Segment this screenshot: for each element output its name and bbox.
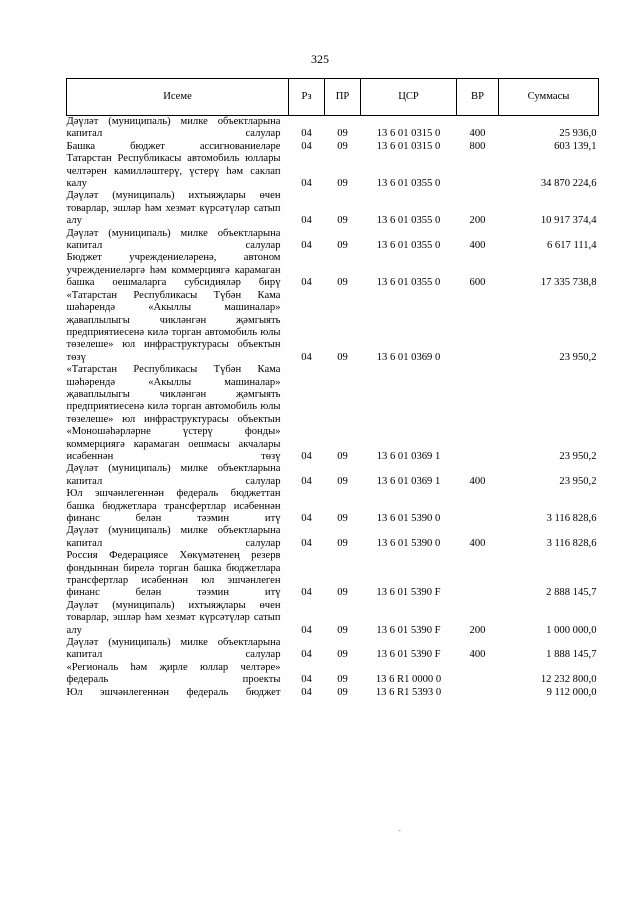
- table-row: [67, 290, 599, 364]
- row-csr: 13 6 01 0315 0: [376, 128, 441, 140]
- row-pr: 09: [337, 277, 348, 289]
- row-rz: 04: [301, 674, 312, 686]
- row-rz: 04: [301, 513, 312, 524]
- header-sum: Суммасы: [499, 79, 599, 116]
- row-sum: 17 335 738,8: [540, 277, 597, 289]
- row-rz: 04: [301, 240, 312, 252]
- row-vr: 200: [469, 624, 486, 636]
- header-pr: ПР: [325, 79, 361, 116]
- row-vr: [457, 290, 499, 364]
- row-pr: 09: [337, 674, 348, 686]
- row-name: Дәүләт (муниципаль) милке объектларына капитал салулар: [66, 227, 281, 252]
- table-row: [67, 488, 599, 525]
- row-name: Башка бюджет ассигнованиеләре: [66, 140, 281, 152]
- budget-table: [66, 78, 599, 699]
- row-sum: 1 000 000,0: [546, 624, 597, 636]
- table-row: [67, 116, 599, 141]
- row-csr: 13 6 01 0315 0: [376, 140, 441, 152]
- row-vr: 400: [469, 475, 486, 487]
- row-name: Дәүләт (муниципаль) ихтыяҗлары өчен товарлар, эшләр һәм хезмәт күрсәтүләр сатып алу: [66, 599, 281, 636]
- row-rz: 04: [301, 475, 312, 487]
- row-pr: 09: [337, 537, 348, 549]
- row-pr: 09: [337, 140, 348, 152]
- row-sum: 1 888 145,7: [546, 649, 597, 661]
- row-rz: 04: [301, 277, 312, 289]
- header-rz: Рз: [289, 79, 325, 116]
- row-vr: [457, 153, 499, 190]
- row-name: Дәүләт (муниципаль) милке объектларына капитал салулар: [66, 463, 281, 487]
- table-header-row: [67, 79, 599, 116]
- row-rz: 04: [301, 686, 312, 698]
- row-sum: 2 888 145,7: [546, 587, 597, 599]
- row-name: Дәүләт (муниципаль) милке объектларына капитал салулар: [66, 637, 281, 661]
- row-pr: 09: [337, 686, 348, 698]
- table-row: [67, 662, 599, 687]
- header-csr: ЦСР: [361, 79, 457, 116]
- scan-mark: -: [398, 826, 401, 835]
- row-rz: 04: [301, 587, 312, 599]
- row-pr: 09: [337, 513, 348, 524]
- row-csr: 13 6 01 5390 0: [376, 537, 441, 549]
- row-rz: 04: [301, 624, 312, 636]
- row-csr: 13 6 01 0355 0: [376, 178, 441, 190]
- row-rz: 04: [301, 649, 312, 661]
- row-vr: 400: [469, 537, 486, 549]
- row-sum: 6 617 111,4: [546, 240, 597, 252]
- header-name: Исеме: [67, 79, 289, 116]
- row-name: «Региональ һәм җирле юллар челтәре» федераль проекты: [66, 661, 281, 686]
- row-name: Дәүләт (муниципаль) ихтыяҗлары өчен товарлар, эшләр һәм хезмәт күрсәтүләр сатып алу: [66, 190, 281, 227]
- row-name: Дәүләт (муниципаль) милке объектларына капитал салулар: [66, 116, 281, 140]
- table-row: [67, 252, 599, 289]
- header-vr: ВР: [457, 79, 499, 116]
- table-row: [67, 141, 599, 153]
- table-row: [67, 525, 599, 550]
- row-pr: 09: [337, 178, 348, 190]
- row-csr: 13 6 01 5390 0: [376, 513, 441, 524]
- row-pr: 09: [337, 351, 348, 363]
- row-sum: 603 139,1: [554, 140, 597, 152]
- row-sum: 34 870 224,6: [540, 178, 597, 190]
- page-number: 325: [311, 52, 329, 66]
- row-csr: 13 6 01 5390 F: [376, 649, 441, 661]
- row-name: Бюджет учреждениеләренә, автоном учреждениеләргә һәм коммерциягә карамаган башка оешмаларга субсидияләр бирү: [66, 252, 281, 289]
- row-rz: 04: [301, 450, 312, 462]
- row-name: Дәүләт (муниципаль) милке объектларына капитал салулар: [66, 525, 281, 549]
- row-rz: 04: [301, 351, 312, 363]
- row-rz: 04: [301, 140, 312, 152]
- table-row: [67, 637, 599, 662]
- table-row: [67, 550, 599, 600]
- row-pr: 09: [337, 587, 348, 599]
- row-csr: 13 6 01 0355 0: [376, 215, 441, 227]
- row-pr: 09: [337, 240, 348, 252]
- row-rz: 04: [301, 537, 312, 549]
- row-pr: 09: [337, 649, 348, 661]
- row-sum: 10 917 374,4: [540, 215, 597, 227]
- row-csr: 13 6 R1 5393 0: [375, 686, 442, 698]
- row-vr: [457, 687, 499, 699]
- row-vr: [457, 662, 499, 687]
- row-csr: 13 6 01 0369 0: [376, 351, 441, 363]
- row-vr: 800: [469, 140, 486, 152]
- row-csr: 13 6 01 0355 0: [376, 277, 441, 289]
- row-sum: 3 116 828,6: [546, 513, 597, 524]
- row-vr: 200: [469, 215, 486, 227]
- row-sum: 23 950,2: [559, 475, 597, 487]
- row-sum: 25 936,0: [559, 128, 597, 140]
- row-csr: 13 6 01 0355 0: [376, 240, 441, 252]
- row-name: «Татарстан Республикасы Түбән Кама шәһәрендә «Акыллы машиналар» җаваплылыгы чикләнгән җәмгыять предприятиесенә килә торган автомобиль юлы төзелеше» юл инфраструктурасы объектын төзү: [66, 289, 281, 363]
- row-csr: 13 6 01 5390 F: [376, 624, 441, 636]
- row-vr: [457, 550, 499, 600]
- table-row: [67, 153, 599, 190]
- row-name: Юл эшчәнлегеннән федераль бюджет: [66, 686, 281, 698]
- row-name: Татарстан Республикасы автомобиль юллары челтәрен камилләштерү, үстерү һәм саклап калу: [66, 153, 281, 190]
- row-vr: [457, 364, 499, 463]
- row-pr: 09: [337, 450, 348, 462]
- row-csr: 13 6 R1 0000 0: [375, 674, 442, 686]
- row-name: Россия Федерациясе Хөкүмәтенең резерв фондыннан бирелә торган башка бюджетлара трансфертлар исәбеннән юл эшчәнлеген финанс белән тәэмин итү: [66, 550, 281, 599]
- table-row: [67, 687, 599, 699]
- row-sum: 23 950,2: [559, 450, 597, 462]
- row-vr: 400: [469, 649, 486, 661]
- row-csr: 13 6 01 0369 1: [376, 475, 441, 487]
- row-csr: 13 6 01 5390 F: [376, 587, 441, 599]
- row-sum: 12 232 800,0: [540, 674, 597, 686]
- row-rz: 04: [301, 128, 312, 140]
- table-row: [67, 600, 599, 637]
- row-sum: 23 950,2: [559, 351, 597, 363]
- row-csr: 13 6 01 0369 1: [376, 450, 441, 462]
- table-row: [67, 463, 599, 488]
- row-vr: [457, 488, 499, 525]
- row-name: «Татарстан Республикасы Түбән Кама шәһәрендә «Акыллы машиналар» җаваплылыгы чикләнгән җәмгыять предприятиесенә килә торган автомобиль юлы төзелеше» юл инфраструктурасы объектын «Моношәһәрләрне үстерү фонды» коммерциягә карамаган оешмасы акчалары исәбеннән төзү: [66, 364, 281, 462]
- row-vr: 600: [469, 277, 486, 289]
- row-rz: 04: [301, 215, 312, 227]
- row-sum: 9 112 000,0: [546, 686, 597, 698]
- row-pr: 09: [337, 128, 348, 140]
- table-row: [67, 228, 599, 253]
- table-row: [67, 190, 599, 227]
- row-vr: 400: [469, 128, 486, 140]
- row-vr: 400: [469, 240, 486, 252]
- table-row: [67, 364, 599, 463]
- row-rz: 04: [301, 178, 312, 190]
- row-pr: 09: [337, 475, 348, 487]
- row-name: Юл эшчәнлегеннән федераль бюджеттан башка бюджетлара трансфертлар исәбеннән финанс белән тәэмин итү: [66, 488, 281, 524]
- row-pr: 09: [337, 624, 348, 636]
- row-pr: 09: [337, 215, 348, 227]
- row-sum: 3 116 828,6: [546, 537, 597, 549]
